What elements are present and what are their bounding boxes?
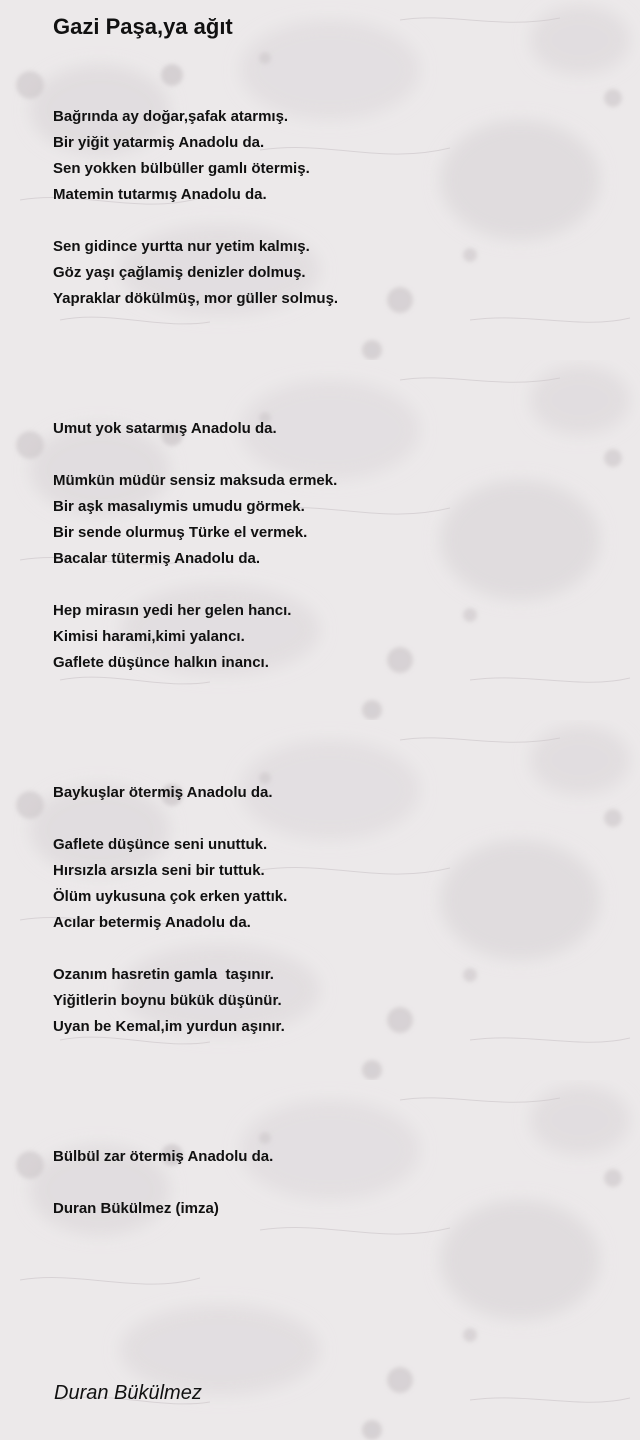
- poem-line: Bir sende olurmuş Türke el vermek.: [53, 524, 308, 541]
- poem-line: Gaflete düşünce halkın inancı.: [53, 654, 269, 671]
- poem-line: Bağrında ay doğar,şafak atarmış.: [53, 108, 289, 125]
- poem-line: Ozanım hasretin gamla taşınır.: [53, 966, 274, 983]
- poem-blank-line: [53, 208, 613, 234]
- poem-blank-line: [53, 806, 613, 832]
- poem-line: Sen gidince yurtta nur yetim kalmış.: [53, 238, 310, 255]
- poem-line: Hep mirasın yedi her gelen hancı.: [53, 602, 292, 619]
- poem-blank-line: [53, 728, 613, 754]
- poem-blank-line: [53, 338, 613, 364]
- poem-line: Mümkün müdür sensiz maksuda ermek.: [53, 472, 338, 489]
- poem-line: Yapraklar dökülmüş, mor güller solmuş.: [53, 290, 339, 307]
- poem-line: Bir aşk masalıymis umudu görmek.: [53, 498, 305, 515]
- poem-line: Acılar betermiş Anadolu da.: [53, 914, 251, 931]
- poem-line: Uyan be Kemal,im yurdun aşınır.: [53, 1018, 285, 1035]
- poem-line: Bülbül zar ötermiş Anadolu da.: [53, 1148, 274, 1165]
- poem-line: Gaflete düşünce seni unuttuk.: [53, 836, 268, 853]
- poem-line: Baykuşlar ötermiş Anadolu da.: [53, 784, 273, 801]
- poem-line: Umut yok satarmış Anadolu da.: [53, 420, 277, 437]
- poem-blank-line: [53, 1118, 613, 1144]
- poem-blank-line: [53, 572, 613, 598]
- poem-line: Göz yaşı çağlamiş denizler dolmuş.: [53, 264, 306, 281]
- poem-title: Gazi Paşa,ya ağıt: [53, 14, 233, 39]
- poem-line: Matemin tutarmış Anadolu da.: [53, 186, 267, 203]
- poem-line: Duran Bükülmez (imza): [53, 1200, 219, 1217]
- poem-blank-line: [53, 442, 613, 468]
- poem-author: Duran Bükülmez: [54, 1382, 202, 1404]
- poem-blank-line: [53, 1040, 613, 1066]
- poem-body: [53, 104, 613, 1222]
- poem-line: Hırsızla arsızla seni bir tuttuk.: [53, 862, 265, 879]
- poem-blank-line: [53, 754, 613, 780]
- poem-blank-line: [53, 702, 613, 728]
- poem-line: Sen yokken bülbüller gamlı ötermiş.: [53, 160, 310, 177]
- poem-blank-line: [53, 364, 613, 390]
- poem-line: Bacalar tütermiş Anadolu da.: [53, 550, 260, 567]
- poem-line: Bir yiğit yatarmiş Anadolu da.: [53, 134, 265, 151]
- poem-line: Ölüm uykusuna çok erken yattık.: [53, 888, 288, 905]
- poem-blank-line: [53, 312, 613, 338]
- poem-blank-line: [53, 390, 613, 416]
- poem-line: Yiğitlerin boynu bükük düşünür.: [53, 992, 282, 1009]
- poem-blank-line: [53, 1092, 613, 1118]
- poem-blank-line: [53, 676, 613, 702]
- poem-line: Kimisi harami,kimi yalancı.: [53, 628, 245, 645]
- poem-blank-line: [53, 1170, 613, 1196]
- poem-blank-line: [53, 1066, 613, 1092]
- poem-blank-line: [53, 936, 613, 962]
